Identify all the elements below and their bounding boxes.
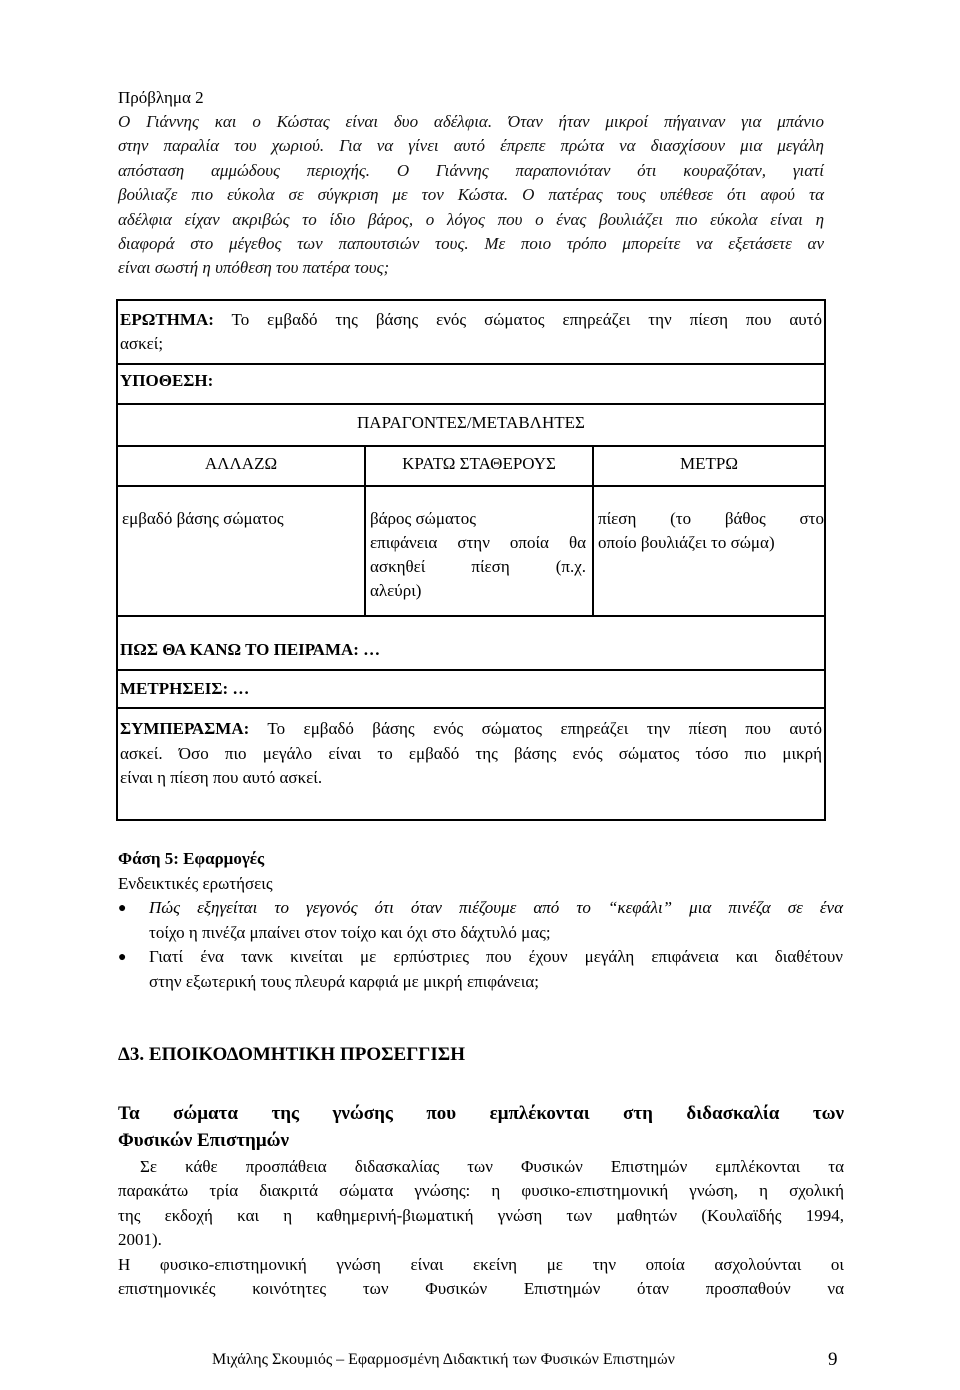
section-paragraph bbox=[118, 1155, 844, 1301]
col-change-header: ΑΛΛΑΖΩ bbox=[204, 454, 278, 473]
problem-line: απόσταση αμμώδους περιοχής. Ο Γιάννης παραπονιόταν ότι κουραζόταν, γιατί bbox=[118, 160, 824, 180]
bullet-icon: ● bbox=[118, 950, 127, 965]
page-number: 9 bbox=[828, 1349, 838, 1370]
val-constant-line: επιφάνεια στην οποία θα bbox=[370, 533, 586, 552]
variables-header-row bbox=[118, 447, 824, 487]
question-item bbox=[149, 945, 843, 994]
question-item-line: Γιατί ένα τανκ κινείται με ερπύστριες που έχουν μεγάλη επιφάνεια και διαθέτουν bbox=[149, 947, 843, 966]
variables-values-row bbox=[118, 487, 824, 617]
footer-text: Μιχάλης Σκουμιός – Εφαρμοσμένη Διδακτική των Φυσικών Επιστημών bbox=[212, 1351, 675, 1368]
section-subheading bbox=[118, 1100, 844, 1154]
question-row bbox=[118, 301, 824, 365]
question-text: Το εμβαδό της βάσης ενός σώματος επηρεάζει την πίεση που αυτό bbox=[231, 310, 822, 329]
question-text-cont: ασκεί; bbox=[120, 334, 164, 353]
question-item bbox=[149, 896, 843, 945]
experiment-label: ΠΩΣ ΘΑ ΚΑΝΩ ΤΟ ΠΕΙΡΑΜΑ: … bbox=[120, 640, 381, 659]
hypothesis-row bbox=[118, 363, 824, 405]
factors-header: ΠΑΡΑΓΟΝΤΕΣ/ΜΕΤΑΒΛΗΤΕΣ bbox=[357, 413, 585, 432]
hypothesis-label: ΥΠΟΘΕΣΗ: bbox=[120, 371, 214, 390]
phase-subtitle: Ενδεικτικές ερωτήσεις bbox=[118, 874, 273, 893]
experiment-row bbox=[118, 631, 824, 671]
problem-line: διαφορά στο μέγεθος των παπουτσιών τους. Με ποιο τρόπο μπορείτε να εξετάσετε αν bbox=[118, 234, 824, 254]
section-subheading-line: Φυσικών Επιστημών bbox=[118, 1130, 289, 1151]
question-item-line: τοίχο η πινέζα μπαίνει στον τοίχο και όχι στο δάχτυλό μας; bbox=[149, 922, 551, 942]
paragraph-line: της εκδοχή και η καθημερινή-βιωματική γνώση των μαθητών (Κουλαϊδής 1994, bbox=[118, 1205, 844, 1225]
section-subheading-line: Τα σώματα της γνώσης που εμπλέκονται στη διδασκαλία των bbox=[118, 1103, 844, 1124]
measurements-label: ΜΕΤΡΗΣΕΙΣ: … bbox=[120, 679, 250, 698]
paragraph-line: επιστημονικές κοινότητες των Φυσικών Επιστημών όταν προσπαθούν να bbox=[118, 1279, 844, 1299]
conclusion-text: Το εμβαδό βάσης ενός σώματος επηρεάζει την πίεση που αυτό bbox=[267, 719, 822, 738]
val-measure-line: οποίο βουλιάζει το σώμα) bbox=[598, 533, 775, 552]
phase-title: Φάση 5: Εφαρμογές bbox=[118, 849, 265, 868]
problem-line: βούλιαζε πιο εύκολα σε σύγκριση με τον Κώστα. Ο πατέρας τους υπέθεσε ότι αφού τα bbox=[118, 185, 824, 205]
problem-title: Πρόβλημα 2 bbox=[118, 88, 204, 107]
col-constant-header: ΚΡΑΤΩ ΣΤΑΘΕΡΟΥΣ bbox=[402, 454, 556, 473]
conclusion-text-line: ασκεί. Όσο πιο μεγάλο είναι το εμβαδό της βάσης ενός σώματος τόσο πιο μικρή bbox=[120, 743, 822, 763]
section-heading: Δ3. ΕΠΟΙΚΟΔΟΜΗΤΙΚΗ ΠΡΟΣΕΓΓΙΣΗ bbox=[118, 1044, 465, 1065]
conclusion-text-line: είναι η πίεση που αυτό ασκεί. bbox=[120, 768, 323, 787]
val-constant-line: βάρος σώματος bbox=[370, 509, 476, 528]
problem-line: στην παραλία του χωριού. Για να γίνει αυτό έπρεπε πρώτα να διασχίσουν μια μεγάλη bbox=[118, 136, 824, 156]
col-measure-header: ΜΕΤΡΩ bbox=[680, 454, 738, 473]
conclusion-label: ΣΥΜΠΕΡΑΣΜΑ: bbox=[120, 719, 250, 738]
val-measure-line: πίεση (το βάθος στο bbox=[598, 509, 824, 528]
question-item-line: Πώς εξηγείται το γεγονός ότι όταν πιέζουμε από το “κεφάλι” μια πινέζα σε ένα bbox=[149, 898, 843, 917]
factors-header-row bbox=[118, 405, 824, 447]
problem-text bbox=[118, 110, 824, 281]
val-constant-line: ασκηθεί πίεση (π.χ. bbox=[370, 557, 586, 576]
problem-line: είναι σωστή η υπόθεση του πατέρα τους; bbox=[118, 258, 390, 278]
paragraph-line: 2001). bbox=[118, 1230, 162, 1250]
paragraph-line: παρακάτω τρία διακριτά σώματα γνώσης: η φυσικο-επιστημονική γνώση, η σχολική bbox=[118, 1181, 844, 1201]
question-item-line: στην εξωτερική τους πλευρά καρφιά με μικρή επιφάνεια; bbox=[149, 971, 539, 991]
question-label: ΕΡΩΤΗΜΑ: bbox=[120, 310, 214, 329]
paragraph-line: Η φυσικο-επιστημονική γνώση είναι εκείνη με την οποία ασχολούνται οι bbox=[118, 1254, 844, 1274]
val-constant-line: αλεύρι) bbox=[370, 581, 422, 600]
val-change: εμβαδό βάσης σώματος bbox=[122, 509, 284, 528]
problem-line: αδέλφια είχαν ακριβώς το ίδιο βάρος, ο λόγος που ο ένας βουλιάζει πιο εύκολα είναι η bbox=[118, 209, 824, 229]
worksheet-table bbox=[116, 299, 826, 821]
bullet-icon: ● bbox=[118, 901, 127, 916]
conclusion-row bbox=[118, 709, 824, 819]
paragraph-line: Σε κάθε προσπάθεια διδασκαλίας των Φυσικών Επιστημών εμπλέκονται τα bbox=[140, 1157, 844, 1176]
problem-line: Ο Γιάννης και ο Κώστας είναι δυο αδέλφια. Όταν ήταν μικροί πήγαιναν για μπάνιο bbox=[118, 112, 824, 131]
measurements-row bbox=[118, 671, 824, 709]
